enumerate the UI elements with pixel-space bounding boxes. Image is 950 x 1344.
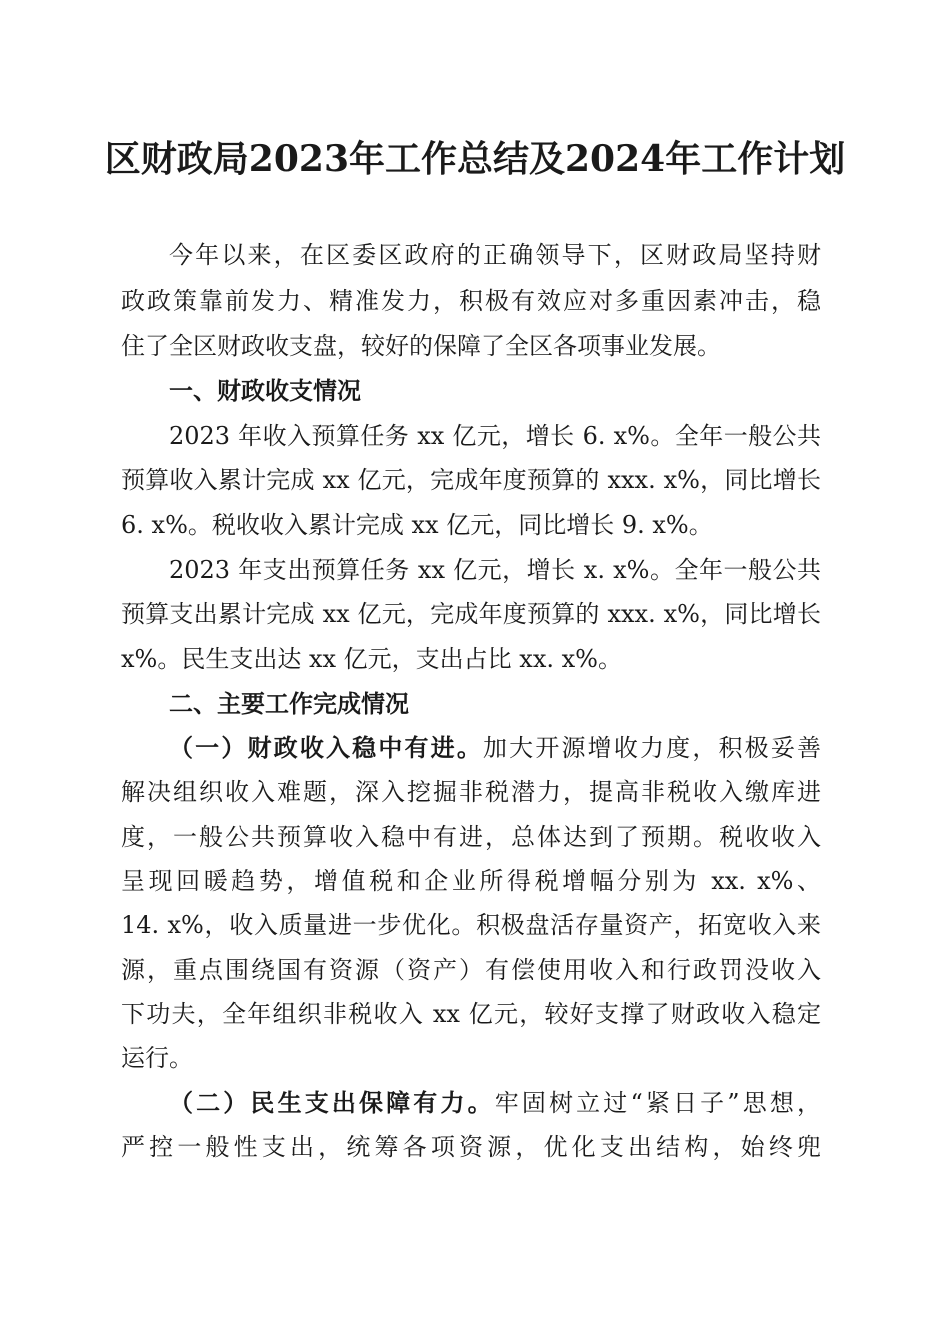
item-lead: （二）民生支出保障有力。 — [169, 1089, 495, 1117]
item-lead: （一）财政收入稳中有进。 — [169, 734, 483, 762]
item-text: 牢固树立过“紧日子”思想， — [494, 1089, 821, 1117]
paragraph-line: 呈现回暖趋势，增值税和企业所得税增幅分别为 xx. x%、 — [121, 867, 821, 895]
paragraph-line: 2023 年收入预算任务 xx 亿元，增长 6. x%。全年一般公共 — [169, 422, 821, 450]
section-heading: 一、财政收支情况 — [169, 377, 361, 405]
paragraph-line: 解决组织收入难题，深入挖掘非税潜力，提高非税收入缴库进 — [121, 778, 821, 806]
paragraph-line: x%。民生支出达 xx 亿元，支出占比 xx. x%。 — [121, 645, 622, 673]
paragraph-line: 14. x%，收入质量进一步优化。积极盘活存量资产，拓宽收入来 — [121, 911, 821, 939]
paragraph-line: 下功夫，全年组织非税收入 xx 亿元，较好支撑了财政收入稳定 — [121, 1000, 821, 1028]
paragraph-line — [169, 731, 821, 765]
paragraph-line: 严控一般性支出，统筹各项资源，优化支出结构，始终兜 — [121, 1133, 821, 1161]
paragraph-line: 运行。 — [121, 1044, 193, 1072]
paragraph-line: 预算支出累计完成 xx 亿元，完成年度预算的 xxx. x%，同比增长 — [121, 600, 821, 628]
document-title: 区财政局2023年工作总结及2024年工作计划 — [104, 138, 846, 180]
paragraph-line: 预算收入累计完成 xx 亿元，完成年度预算的 xxx. x%，同比增长 — [121, 466, 821, 494]
paragraph-line: 6. x%。税收收入累计完成 xx 亿元，同比增长 9. x%。 — [121, 511, 713, 539]
paragraph-line: 度，一般公共预算收入稳中有进，总体达到了预期。税收收入 — [121, 823, 821, 851]
item-text: 加大开源增收力度，积极妥善 — [483, 734, 821, 762]
section-heading: 二、主要工作完成情况 — [169, 690, 409, 718]
intro-line: 住了全区财政收支盘，较好的保障了全区各项事业发展。 — [121, 332, 721, 360]
paragraph-line: 源，重点围绕国有资源（资产）有偿使用收入和行政罚没收入 — [121, 956, 821, 984]
intro-line: 今年以来，在区委区政府的正确领导下，区财政局坚持财 — [169, 241, 821, 269]
intro-line: 政政策靠前发力、精准发力，积极有效应对多重因素冲击，稳 — [121, 287, 821, 315]
paragraph-line — [169, 1086, 821, 1120]
paragraph-line: 2023 年支出预算任务 xx 亿元，增长 x. x%。全年一般公共 — [169, 556, 821, 584]
